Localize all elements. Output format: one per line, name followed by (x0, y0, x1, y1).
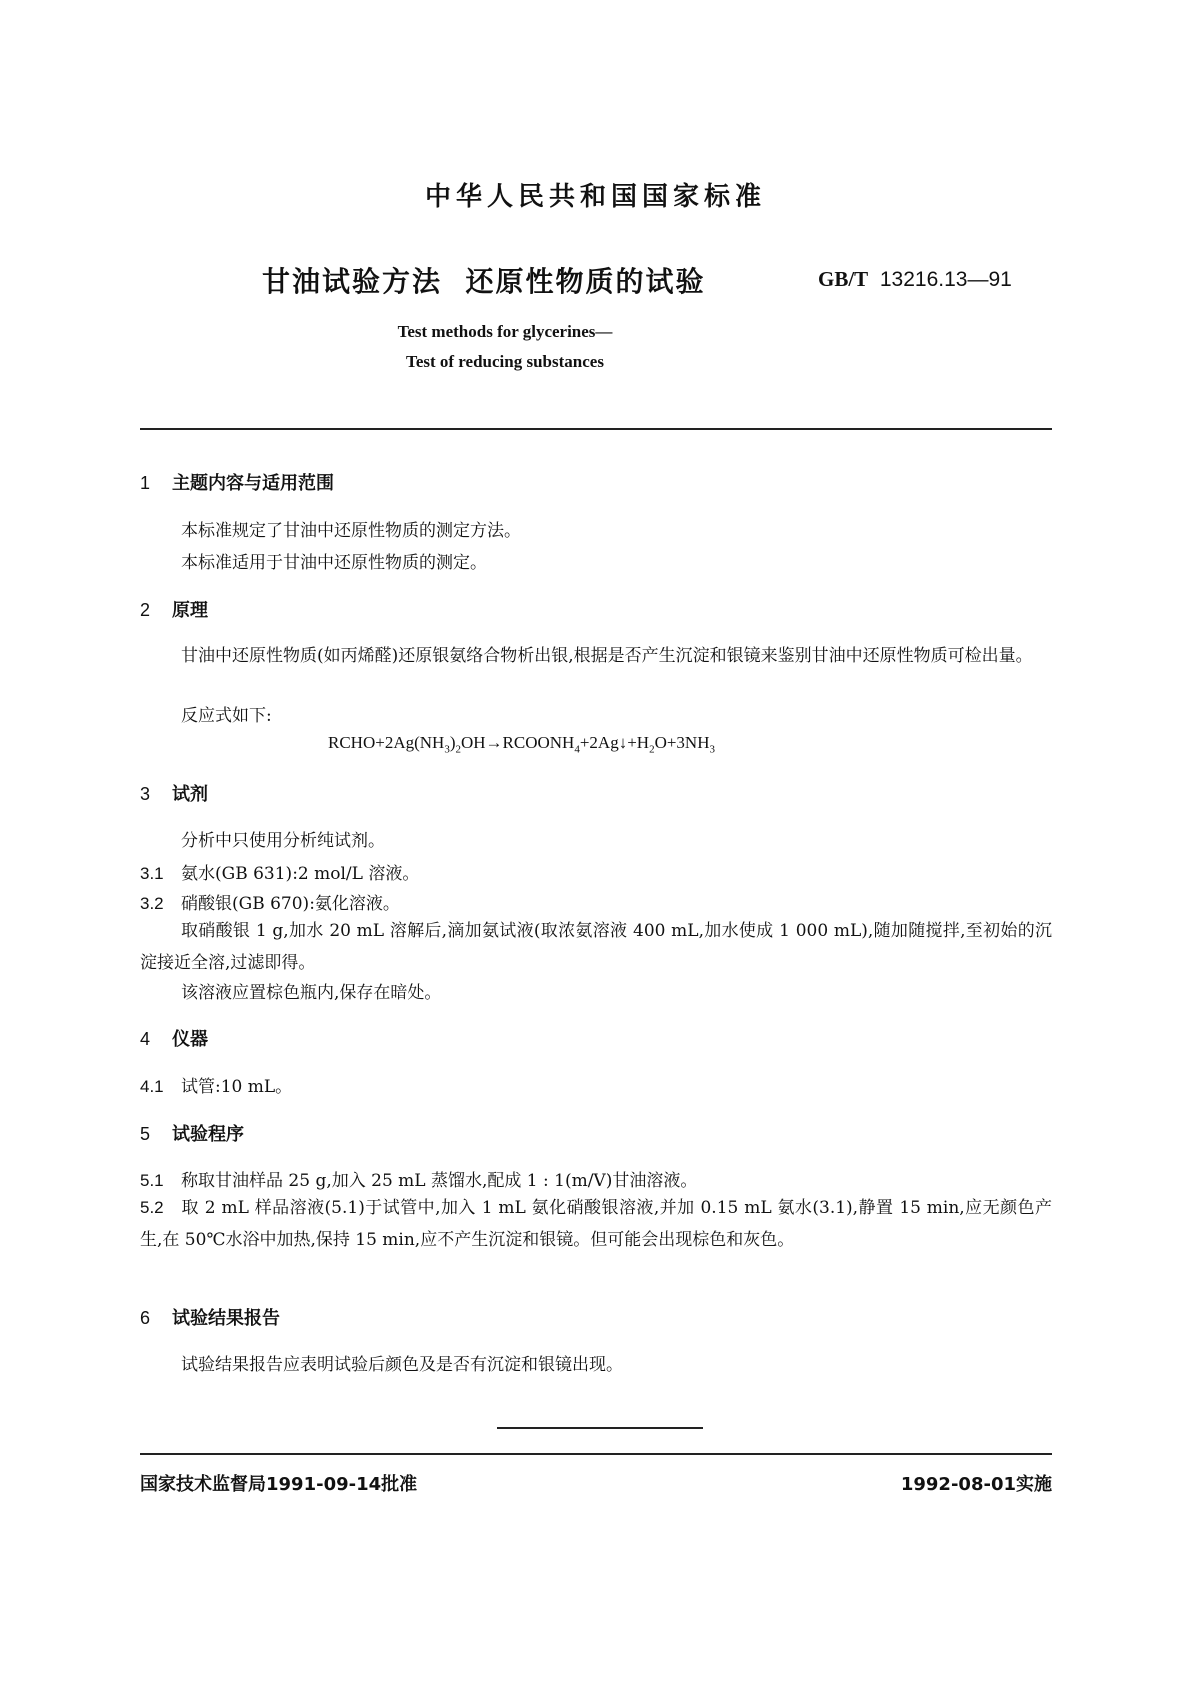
section-4-heading (140, 1025, 208, 1051)
reaction-formula (328, 733, 715, 755)
clause-3-2 (140, 889, 400, 914)
section-1-paragraph-1: 本标准规定了甘油中还原性物质的测定方法。 (181, 521, 521, 541)
formula-part-c: OH→RCOONH (460, 733, 575, 752)
top-divider (140, 428, 1052, 430)
section-5-number: 5 (140, 1124, 151, 1144)
clause-5-2-number: 5.2 (140, 1198, 164, 1217)
section-6-number: 6 (140, 1308, 151, 1328)
section-1-title: 主题内容与适用范围 (172, 473, 334, 494)
formula-sub-4: 2 (649, 743, 655, 756)
document-title: 甘油试验方法 还原性物质的试验 (262, 265, 706, 298)
clause-5-2 (140, 1192, 1052, 1256)
clause-4-1-text: 试管:10 mL。 (181, 1077, 293, 1097)
section-4-title: 仪器 (172, 1029, 208, 1050)
section-1-number: 1 (140, 473, 151, 493)
clause-5-1-number: 5.1 (140, 1171, 164, 1190)
clause-4-1 (140, 1072, 292, 1097)
section-6-title: 试验结果报告 (172, 1308, 280, 1329)
clause-3-1-text: 氨水(GB 631):2 mol/L 溶液。 (181, 864, 420, 884)
formula-part-a: RCHO+2Ag(NH (328, 733, 445, 752)
implementation-date: 1992-08-01实施 (900, 1474, 1052, 1495)
clause-5-1-text: 称取甘油样品 25 g,加入 25 mL 蒸馏水,配成 1 : 1(m/V)甘油溶液。 (181, 1171, 698, 1191)
formula-part-b: ) (449, 733, 456, 752)
section-2-heading (140, 596, 208, 622)
end-divider (497, 1427, 703, 1429)
clause-4-1-number: 4.1 (140, 1077, 164, 1096)
section-2-paragraph-1: 甘油中还原性物质(如丙烯醛)还原银氨络合物析出银,根据是否产生沉淀和银镜来鉴别甘油中还原性物质可检出量。 (181, 646, 1033, 666)
section-5-heading (140, 1120, 244, 1146)
section-3-heading (140, 780, 208, 806)
clause-3-2-text: 硝酸银(GB 670):氨化溶液。 (181, 894, 400, 914)
document-code (818, 267, 1012, 292)
clause-5-2-text: 取 2 mL 样品溶液(5.1)于试管中,加入 1 mL 氨化硝酸银溶液,并加 0.15 mL 氨水(3.1),静置 15 min,应无颜色产生,在 50℃水浴中加热,保持 15 min,应不产生沉淀和银镜。但可能会出现棕色和灰色。 (140, 1198, 1052, 1250)
formula-sub-3: 4 (574, 743, 580, 756)
clause-3-1-number: 3.1 (140, 864, 164, 883)
formula-part-d: +2Ag↓+H (579, 733, 650, 752)
section-2-paragraph-2: 反应式如下: (181, 706, 272, 726)
section-3-number: 3 (140, 784, 151, 804)
section-1-paragraph-2: 本标准适用于甘油中还原性物质的测定。 (181, 553, 487, 573)
section-3-paragraph-2: 取硝酸银 1 g,加水 20 mL 溶解后,滴加氨试液(取浓氨溶液 400 mL,加水使成 1 000 mL),随加随搅拌,至初始的沉淀接近全溶,过滤即得。 (140, 921, 1052, 973)
english-title-line-2: Test of reducing substances (406, 352, 604, 371)
section-5-title: 试验程序 (172, 1124, 244, 1145)
national-standard-heading: 中华人民共和国国家标准 (424, 182, 766, 212)
english-title-line-1: Test methods for glycerines— (397, 322, 613, 341)
formula-sub-2: 2 (455, 743, 461, 756)
section-4-number: 4 (140, 1029, 151, 1049)
clause-3-1 (140, 859, 419, 884)
section-2-number: 2 (140, 600, 151, 620)
section-6-heading (140, 1304, 280, 1330)
section-6-paragraph-1: 试验结果报告应表明试验后颜色及是否有沉淀和银镜出现。 (181, 1355, 623, 1375)
section-2-title: 原理 (172, 600, 208, 621)
section-3-paragraph-1: 分析中只使用分析纯试剂。 (181, 831, 385, 851)
section-1-heading (140, 469, 334, 495)
section-3-paragraph-3: 该溶液应置棕色瓶内,保存在暗处。 (181, 983, 442, 1003)
formula-sub-1: 3 (444, 743, 450, 756)
code-prefix: GB/T (818, 267, 869, 291)
formula-sub-5: 3 (709, 743, 715, 756)
clause-5-1 (140, 1166, 697, 1191)
code-number: 13216.13—91 (879, 268, 1012, 291)
footer-divider (140, 1453, 1052, 1455)
section-3-title: 试剂 (172, 784, 208, 805)
approval-date: 国家技术监督局1991-09-14批准 (140, 1474, 418, 1495)
formula-part-e: O+3NH (654, 733, 710, 752)
clause-3-2-number: 3.2 (140, 894, 164, 913)
